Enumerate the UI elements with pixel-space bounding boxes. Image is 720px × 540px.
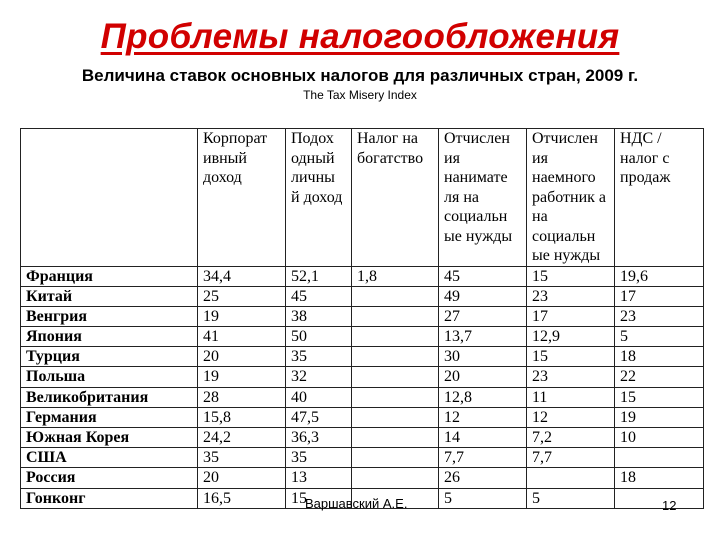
table-row	[21, 407, 704, 427]
slide-title: Проблемы налогообложения	[100, 17, 620, 56]
employer-cell: 12,8	[439, 387, 527, 407]
employee-cell: 17	[527, 306, 615, 326]
table-row	[21, 327, 704, 347]
corporate-cell: 28	[198, 387, 286, 407]
wealth-cell	[352, 367, 439, 387]
employer-cell: 49	[439, 286, 527, 306]
vat-cell: 18	[615, 347, 704, 367]
table-row	[21, 448, 704, 468]
employee-cell: 15	[527, 347, 615, 367]
wealth-cell	[352, 387, 439, 407]
employee-cell	[527, 468, 615, 488]
table-row	[21, 387, 704, 407]
country-cell: Китай	[21, 286, 198, 306]
employer-cell: 7,7	[439, 448, 527, 468]
corporate-cell: 16,5	[198, 488, 286, 508]
personal-cell: 52,1	[286, 266, 352, 286]
table-header-row	[21, 129, 704, 267]
slide-subtitle: Величина ставок основных налогов для различных стран, 2009 г.	[81, 66, 639, 85]
personal-cell: 40	[286, 387, 352, 407]
personal-cell: 35	[286, 347, 352, 367]
personal-cell: 32	[286, 367, 352, 387]
employee-cell: 5	[527, 488, 615, 508]
employee-cell: 12,9	[527, 327, 615, 347]
table-row	[21, 367, 704, 387]
table-row	[21, 428, 704, 448]
corporate-cell: 15,8	[198, 407, 286, 427]
employer-cell: 5	[439, 488, 527, 508]
vat-cell: 19	[615, 407, 704, 427]
country-cell: Южная Корея	[21, 428, 198, 448]
personal-cell: 38	[286, 306, 352, 326]
vat-cell: 18	[615, 468, 704, 488]
employer-cell: 14	[439, 428, 527, 448]
country-cell: Великобритания	[21, 387, 198, 407]
employer-cell: 27	[439, 306, 527, 326]
corporate-cell: 34,4	[198, 266, 286, 286]
vat-cell: 15	[615, 387, 704, 407]
employer-cell: 30	[439, 347, 527, 367]
employee-cell: 7,2	[527, 428, 615, 448]
tax-rates-table	[20, 128, 704, 509]
wealth-cell	[352, 428, 439, 448]
wealth-cell: 1,8	[352, 266, 439, 286]
corporate-cell: 41	[198, 327, 286, 347]
personal-cell: 50	[286, 327, 352, 347]
vat-cell	[615, 488, 704, 508]
table-row	[21, 347, 704, 367]
vat-cell: 22	[615, 367, 704, 387]
corporate-cell: 35	[198, 448, 286, 468]
country-cell: Россия	[21, 468, 198, 488]
wealth-cell	[352, 407, 439, 427]
corporate-cell: 20	[198, 468, 286, 488]
page-number: 12	[662, 498, 677, 513]
table-row	[21, 306, 704, 326]
wealth-cell	[352, 306, 439, 326]
country-cell: Германия	[21, 407, 198, 427]
table-caption: The Tax Misery Index	[303, 88, 417, 102]
personal-cell: 15	[286, 488, 352, 508]
personal-cell: 47,5	[286, 407, 352, 427]
employee-cell: 12	[527, 407, 615, 427]
personal-cell: 13	[286, 468, 352, 488]
wealth-cell	[352, 448, 439, 468]
country-cell: Япония	[21, 327, 198, 347]
header-employee-social: Отчислен ия наемного работник а на социальн ые нужды	[527, 129, 615, 267]
corporate-cell: 24,2	[198, 428, 286, 448]
employer-cell: 45	[439, 266, 527, 286]
country-cell: Франция	[21, 266, 198, 286]
header-corporate-income: Корпорат ивный доход	[198, 129, 286, 267]
header-country	[21, 129, 198, 267]
employee-cell: 11	[527, 387, 615, 407]
personal-cell: 36,3	[286, 428, 352, 448]
table-row	[21, 468, 704, 488]
vat-cell: 23	[615, 306, 704, 326]
employer-cell: 13,7	[439, 327, 527, 347]
employee-cell: 15	[527, 266, 615, 286]
vat-cell: 17	[615, 286, 704, 306]
corporate-cell: 19	[198, 367, 286, 387]
country-cell: США	[21, 448, 198, 468]
employer-cell: 20	[439, 367, 527, 387]
personal-cell: 45	[286, 286, 352, 306]
country-cell: Польша	[21, 367, 198, 387]
employee-cell: 23	[527, 286, 615, 306]
wealth-cell	[352, 327, 439, 347]
corporate-cell: 25	[198, 286, 286, 306]
employee-cell: 23	[527, 367, 615, 387]
country-cell: Венгрия	[21, 306, 198, 326]
header-wealth-tax: Налог на богатство	[352, 129, 439, 267]
country-cell: Турция	[21, 347, 198, 367]
vat-cell: 5	[615, 327, 704, 347]
personal-cell: 35	[286, 448, 352, 468]
author-footer: Варшавский А.Е.	[305, 496, 408, 511]
wealth-cell	[352, 286, 439, 306]
wealth-cell	[352, 468, 439, 488]
corporate-cell: 19	[198, 306, 286, 326]
wealth-cell	[352, 347, 439, 367]
header-employer-social: Отчислен ия нанимате ля на социальн ые нужды	[439, 129, 527, 267]
corporate-cell: 20	[198, 347, 286, 367]
header-personal-income: Подох одный личны й доход	[286, 129, 352, 267]
employer-cell: 12	[439, 407, 527, 427]
table-row	[21, 286, 704, 306]
employer-cell: 26	[439, 468, 527, 488]
country-cell: Гонконг	[21, 488, 198, 508]
header-vat: НДС / налог с продаж	[615, 129, 704, 267]
vat-cell: 10	[615, 428, 704, 448]
table-row	[21, 266, 704, 286]
vat-cell	[615, 448, 704, 468]
vat-cell: 19,6	[615, 266, 704, 286]
employee-cell: 7,7	[527, 448, 615, 468]
